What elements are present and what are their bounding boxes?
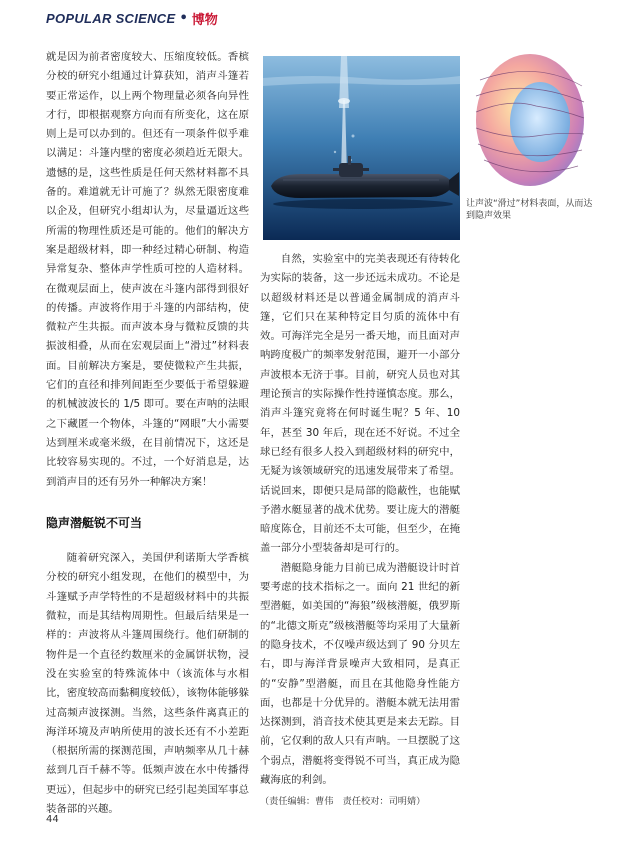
paragraph: 就是因为前者密度较大、压缩度较低。香槟分校的研究小组通过计算获知，消声斗篷若要正常运作，以上两个物理量必须各向异性才行，即根据观察方向而有所变化，这在原则上是可以办到的。但还有一项条件似乎难以满足：斗篷内壁的密度必须趋近无限大。遗憾的是，这些性质是任何天然材料都不具备的。难道就无计可施了？纵然无限密度难以企及，但研究小组却认为，尽量逼近这些所需的物理性质还是可能的。他们的解决方案是超级材料，即一种经过精心研制、构造异常复杂、整体声学性质可控的人造材料。在微观层面上，使声波在斗篷内部得到很好的传播。声波将作用于斗篷的内部结构，使微粒产生共振。而声波本身与微粒反馈的共振波相叠，从而在宏观层面上“滑过”材料表面。目前解决方案是，要使微粒产生共振，它们的直径和排列间距至少要低于希望躲避的机械波波长的 1/5 即可。要在声呐的法眼之下藏匿一个物体，斗篷的“网眼”大小需要达到厘米或毫米级，在目前情况下，这还是比较容易实现的。不过，一个好消息是，达到消声目的还有另外一种解决方案！: [46, 51, 249, 488]
page-number: 44: [46, 814, 59, 825]
section-name: 博物: [191, 12, 218, 28]
section-heading: 隐声潜艇锐不可当: [46, 515, 143, 530]
submarine-scene: [263, 56, 460, 240]
paragraph: 随着研究深入，美国伊利诺斯大学香槟分校的研究小组发现，在他们的模型中，为斗篷赋予声学特性的不是超级材料中的共振微粒，而是其结构周期性。但最后结果是一样的：声波将从斗篷周围绕行。他们研制的物件是一个直径约数厘米的金属饼状物，浸没在实验室的特殊流体中（该流体与水相比，密度较高而黏稠度较低），该物体能够躲过高频声波探测。当然，这些条件离真正的海洋环境及声呐所使用的波长还有不小差距（根据所需的探测范围，声呐频率从几十赫兹到几百千赫不等。低频声波在水中传播得更远），但起步中的研究已经引起美国军事总装备部的兴趣。: [46, 552, 249, 815]
page-header: [46, 8, 218, 28]
editor-credit: （责任编辑：曹伟 责任校对：司明婧）: [260, 796, 426, 808]
figure-caption: 让声波“滑过”材料表面，从而达到隐声效果: [466, 199, 593, 221]
text-column-left: [46, 48, 249, 819]
magazine-name: POPULAR SCIENCE: [46, 10, 176, 26]
acoustic-cloak-diagram: [466, 40, 586, 190]
sound-wave-sphere-illustration: [466, 40, 586, 190]
submarine-illustration: [263, 56, 460, 240]
header-separator: •: [179, 10, 188, 26]
text-column-right: [260, 250, 460, 812]
paragraph: 潜艇隐身能力目前已成为潜艇设计时首要考虑的技术指标之一。面向 21 世纪的新型潜艇，如美国的“海狼”级核潜艇，俄罗斯的“北德文斯克”级核潜艇等均采用了大量新的隐身技术，不仅噪声级达到了 90 分贝左右，即与海洋背景噪声大致相同，是真正的“安静”型潜艇，而且在其他隐身性能方面，也都是十分优异的。潜艇本就无法用雷达探测到，消音技术使其更是来去无踪。目前，它仅剩的敌人只有声呐。一旦摆脱了这个弱点，潜艇将变得锐不可当，真正成为隐藏海底的利剑。: [260, 561, 460, 787]
paragraph: 自然，实验室中的完美表现还有待转化为实际的装备，这一步还远未成功。不论是以超级材料还是以普通金属制成的消声斗篷，它们只在某种特定目匀质的流体中有效。可海洋完全是另一番天地，而且面对声呐跨度极广的频率发射范围，避开一小部分声波根本无济于事。目前，研究人员也对其理论预言的实际操作性持谨慎态度。那么，消声斗篷究竟将在何时诞生呢？5 年、10 年，甚至 30 年后，现在还不好说。不过全球已经有很多人投入到超级材料的研究中，无疑为该领域研究的迅速发展带来了希望。话说回来，即便只是局部的隐蔽性，也能赋予潜水艇显著的战术优势。要让庞大的潜艇暗度陈仓，目前还不太可能，但至少，在掩盖一部分小型装备却是可行的。: [260, 253, 460, 555]
